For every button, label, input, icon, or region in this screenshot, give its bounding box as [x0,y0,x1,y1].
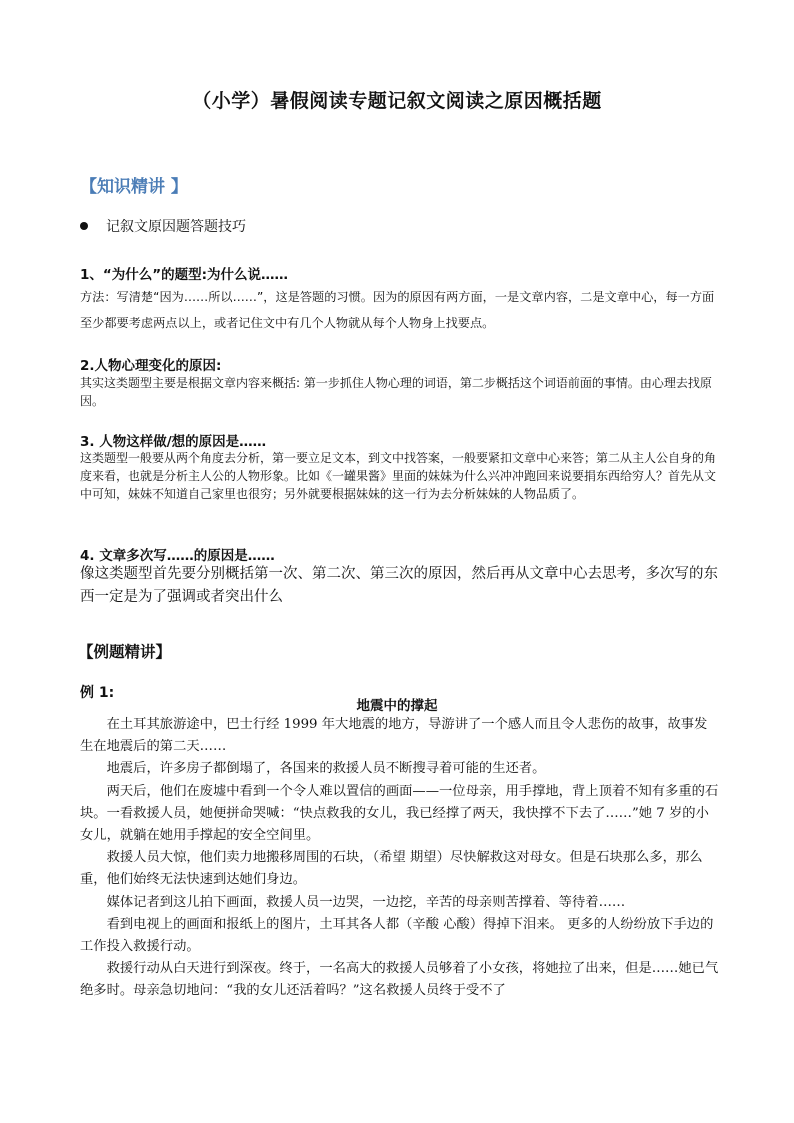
bullet-item [80,216,246,236]
story-paragraph: 救援行动从白天进行到深夜。终于，一名高大的救援人员够着了小女孩，将她拉了出来，但是……她已气绝多时。母亲急切地问：“我的女儿还活着吗？”这名救援人员终于受不了 [80,961,719,999]
item1-heading: 1、“为什么”的题型:为什么说…… [80,267,289,283]
item1-body: 方法：写清楚“因为……所以……”，这是答题的习惯。因为的原因有两方面，一是文章内容，二是文章中心，每一方面至少都要考虑两点以上，或者记住文中有几个人物就从每个人物身上找要点。 [80,290,715,330]
bullet-text: 记叙文原因题答题技巧 [106,219,246,235]
page-title: （小学）暑假阅读专题记叙文阅读之原因概括题 [192,90,602,112]
item4-heading: 4. 文章多次写……的原因是…… [80,548,275,564]
bullet-dot-icon [80,222,88,230]
section-heading-knowledge: 【知识精讲 】 [80,177,188,197]
story-paragraph: 两天后，他们在废墟中看到一个令人难以置信的画面——一位母亲，用手撑地，背上顶着不知有多重的石块。一看救援人员，她便拼命哭喊：“快点救我的女儿，我已经撑了两天，我快撑不下去了……”她 7 岁的小女儿，就躺在她用手撑起的安全空间里。 [80,783,719,844]
story-paragraph: 看到电视上的画面和报纸上的图片，土耳其各人都（辛酸 心酸）得掉下泪来。 更多的人纷纷放下手边的工作投入救援行动。 [80,916,714,955]
story-paragraph: 在土耳其旅游途中，巴士行经 1999 年大地震的地方，导游讲了一个感人而且令人悲伤的故事，故事发生在地震后的第二天…… [80,717,708,755]
example-label: 例 1: [80,685,115,701]
item2-body: 其实这类题型主要是根据文章内容来概括: 第一步抓住人物心理的词语，第二步概括这个词语前面的事情。由心理去找原因。 [80,376,712,408]
item2-heading: 2.人物心理变化的原因: [80,358,222,374]
story-title: 地震中的撑起 [356,698,438,714]
story-paragraph: 媒体记者到这儿拍下画面，救援人员一边哭，一边挖，辛苦的母亲则苦撑着、等待着…… [106,894,626,910]
section-heading-examples: 【例题精讲】 [78,643,172,661]
item3-heading: 3. 人物这样做/想的原因是…… [80,434,267,450]
story-paragraph: 救援人员大惊，他们卖力地搬移周围的石块，（希望 期望）尽快解救这对母女。但是石块那么多，那么重，他们始终无法快速到达她们身边。 [80,850,703,888]
story-body [80,714,720,1003]
item3-body: 这类题型一般要从两个角度去分析，第一要立足文本，到文中找答案，一般要紧扣文章中心来答；第二从主人公自身的角度来看，也就是分析主人公的人物形象。比如《一罐果酱》里面的妹妹为什么兴冲冲跑回来说要捐东西给穷人？首先从文中可知，妹妹不知道自己家里也很穷；另外就要根据妹妹的这一行为去分析妹妹的人物品质了。 [80,451,717,501]
item4-body: 像这类题型首先要分别概括第一次、第二次、第三次的原因，然后再从文章中心去思考，多次写的东西一定是为了强调或者突出什么 [80,566,718,605]
story-paragraph: 地震后，许多房子都倒塌了，各国来的救援人员不断搜寻着可能的生还者。 [106,761,546,777]
